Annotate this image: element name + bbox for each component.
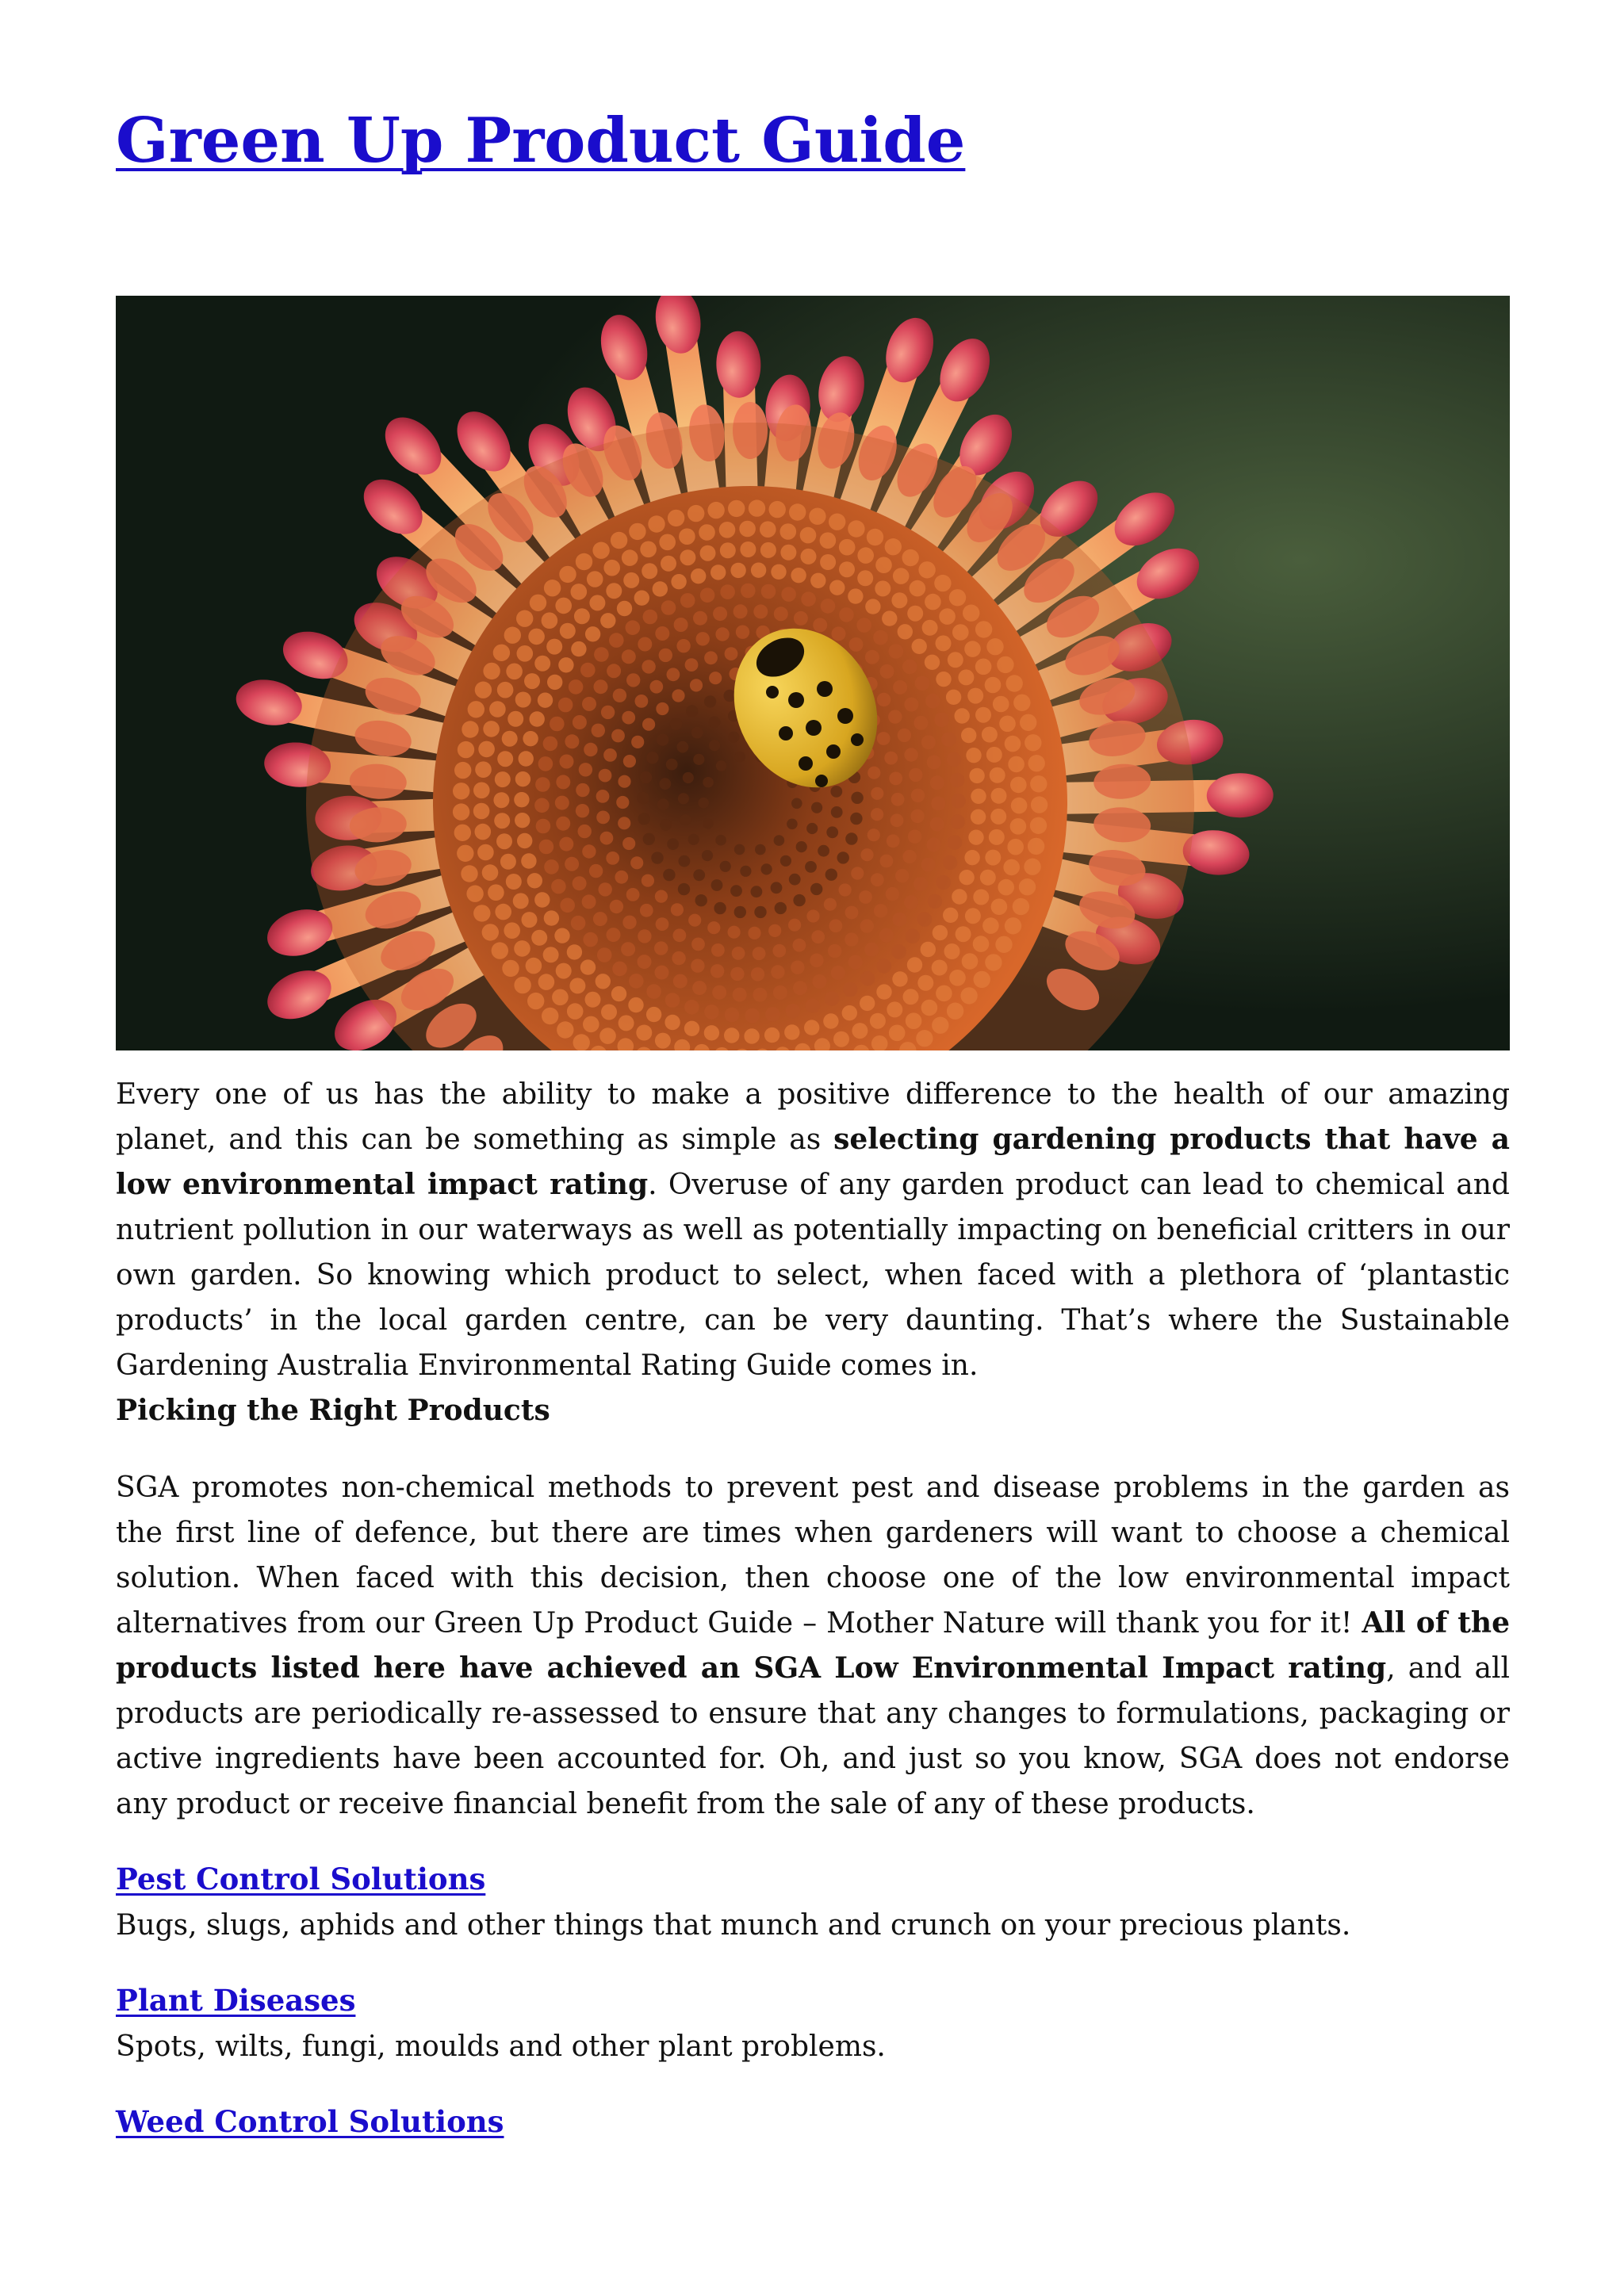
body-text-1: SGA promotes non-chemical methods to prevent pest and disease problems in the garden as the first line of defence, but there are times when gardeners will want to choose a chemical solution. When faced with this decision, then choose one of the low environmental impact alternatives from our Green Up Product Guide – Mother Nature will thank you for it! (116, 1471, 1510, 1640)
intro-bold-text: selecting gardening products that have a low environmental impact rating (116, 1123, 1510, 1201)
plant-diseases-description: Spots, wilts, fungi, moulds and other plant problems. (116, 2030, 886, 2063)
body-paragraph (116, 1465, 1510, 1827)
page-title-link[interactable]: Green Up Product Guide (116, 105, 966, 177)
spacer (116, 1827, 1510, 1857)
spacer (116, 1948, 1510, 1978)
intro-paragraph (116, 1072, 1510, 1388)
article-body (116, 1072, 1510, 2145)
section-heading: Picking the Right Products (116, 1394, 550, 1427)
intro-text-2: . Overuse of any garden product can lead to chemical and nutrient pollution in our waterways as well as potentially impacting on beneficial critters in our own garden. So knowing which product to select, when faced with a plethora of ‘plantastic products’ in the local garden centre, can be very daunting. That’s where the Sustainable Gardening Australia Environmental Rating Guide comes in. (116, 1169, 1510, 1382)
page-title (116, 101, 965, 181)
flower-photo-icon (116, 296, 1510, 1050)
weed-control-link[interactable]: Weed Control Solutions (116, 2104, 504, 2139)
plant-diseases-link[interactable]: Plant Diseases (116, 1983, 356, 2018)
hero-image (116, 296, 1510, 1050)
body-text-2: , and all products are periodically re-assessed to ensure that any changes to formulations, packaging or active ingredients have been accounted for. Oh, and just so you know, SGA does not endorse any product or receive financial benefit from the sale of any of these products. (116, 1652, 1510, 1820)
body-bold-text: All of the products listed here have achieved an SGA Low Environmental Impact rating (116, 1606, 1510, 1685)
category-diseases (116, 1978, 1510, 2069)
pest-control-link[interactable]: Pest Control Solutions (116, 1862, 486, 1896)
category-pest (116, 1857, 1510, 1948)
spacer (116, 2069, 1510, 2099)
spacer (116, 1433, 1510, 1465)
category-weeds (116, 2099, 1510, 2145)
pest-control-description: Bugs, slugs, aphids and other things that munch and crunch on your precious plants. (116, 1909, 1351, 1942)
intro-text-1: Every one of us has the ability to make a positive difference to the health of our amazing planet, and this can be something as simple as (116, 1078, 1510, 1156)
